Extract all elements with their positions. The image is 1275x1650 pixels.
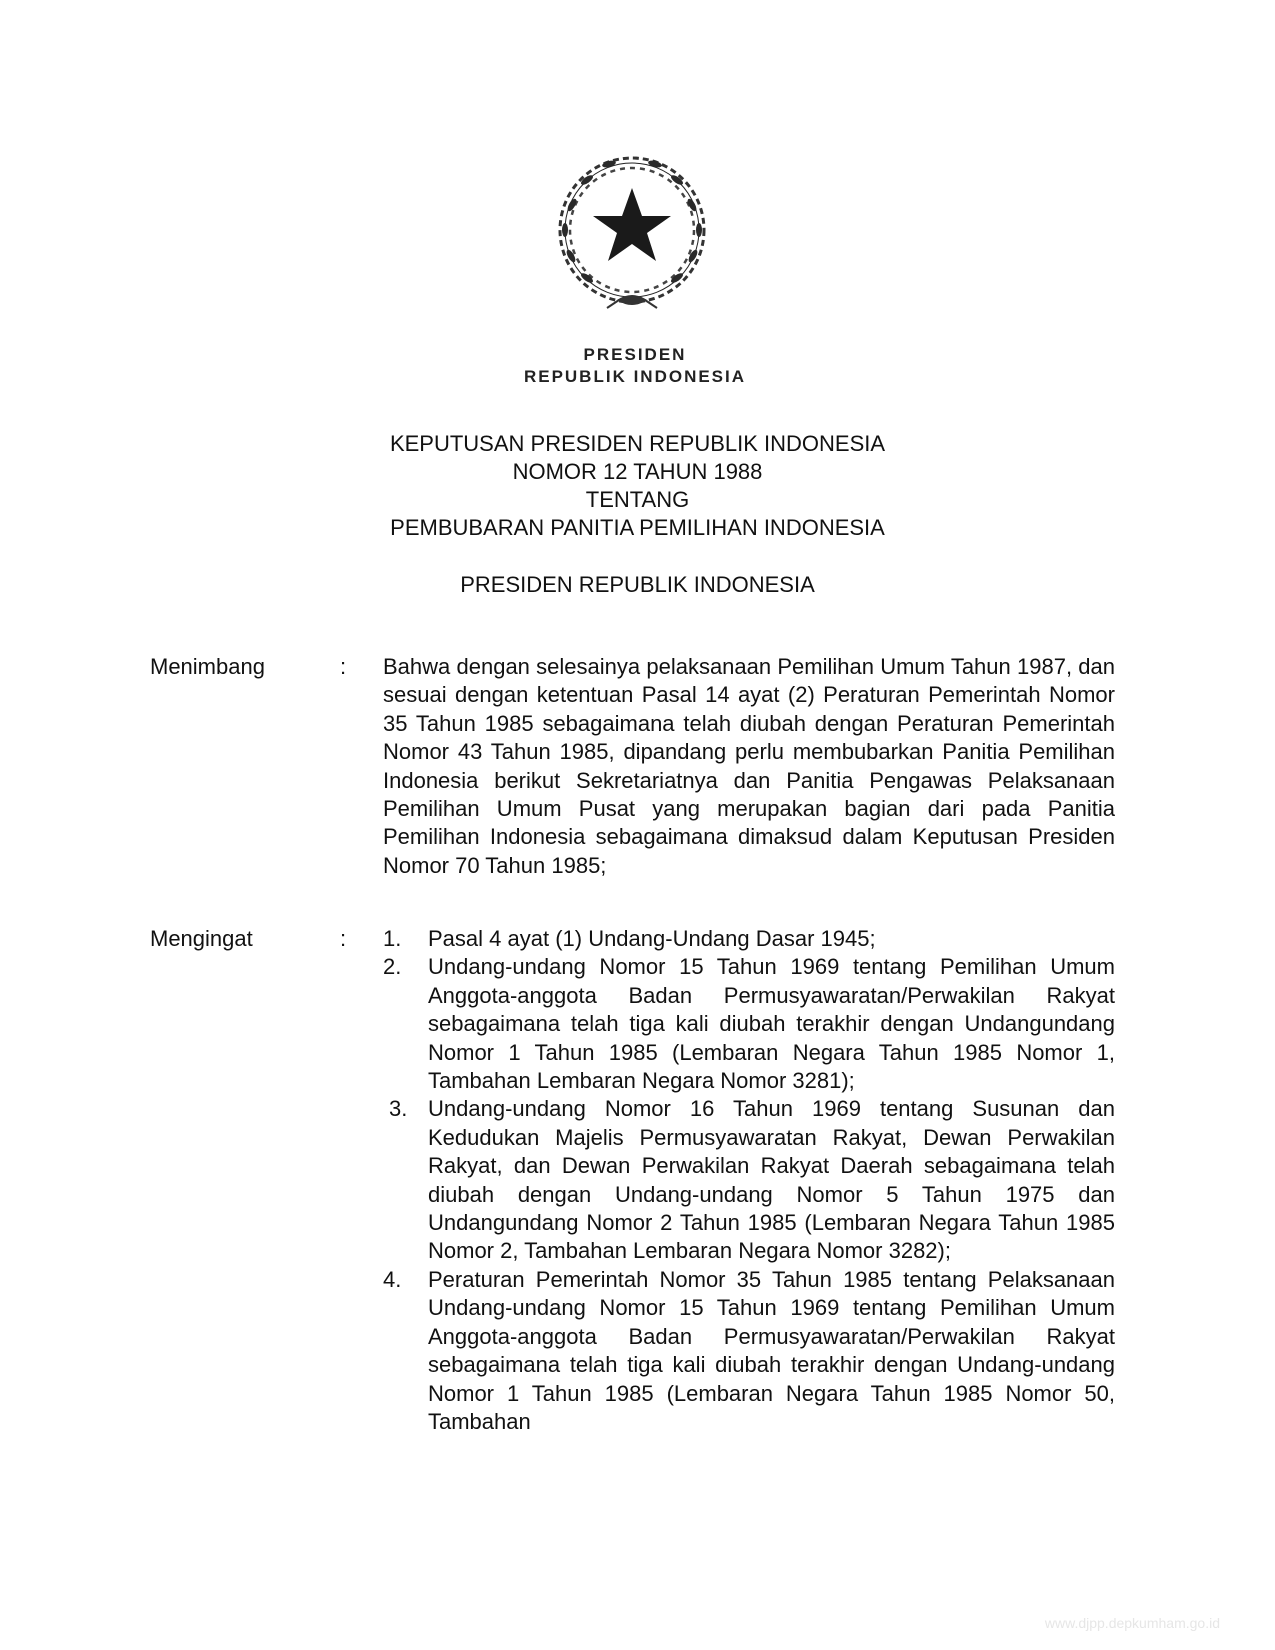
menimbang-colon: : [340,654,347,679]
menimbang-text: Bahwa dengan selesainya pelaksanaan Pemilihan Umum Tahun 1987, dan sesuai dengan ketentuan Pasal 14 ayat (2) Peraturan Pemerintah Nomor 35 Tahun 1985 sebagaimana telah diubah dengan Peraturan Pemerintah Nomor 43 Tahun 1985, dipandang perlu membubarkan Panitia Pemilihan Indonesia berikut Sekretariatnya dan Panitia Pengawas Pelaksanaan Pemilihan Umum Pusat yang merupakan bagian dari pada Panitia Pemilihan Indonesia sebagaimana dimaksud dalam Keputusan Presiden Nomor 70 Tahun 1985; [383,654,1115,878]
list-item-text: Pasal 4 ayat (1) Undang-Undang Dasar 1945; [428,926,876,951]
list-item [383,925,1115,953]
emblem-caption-line1: PRESIDEN [583,345,687,364]
document-heading [300,430,975,542]
list-item [383,953,1115,1095]
list-item [383,1095,1115,1265]
list-item-number: 1. [383,926,402,951]
emblem-caption-line2: REPUBLIK INDONESIA [523,367,747,386]
mengingat-colon: : [340,926,347,951]
list-item-text: Undang-undang Nomor 15 Tahun 1969 tentang Pemilihan Umum Anggota-anggota Badan Permusyawaratan/Perwakilan Rakyat sebagaimana telah tiga kali diubah terakhir dengan Undangundang Nomor 1 Tahun 1985 (Lembaran Negara Tahun 1985 Nomor 1, Tambahan Lembaran Negara Nomor 3281); [428,954,1115,1094]
star-wreath-icon [547,150,717,320]
mengingat-label: Mengingat [150,926,253,951]
heading-line2: NOMOR 12 TAHUN 1988 [512,459,763,484]
list-item-text: Undang-undang Nomor 16 Tahun 1969 tentang Susunan dan Kedudukan Majelis Permusyawaratan Rakyat, Dewan Perwakilan Rakyat, dan Dewan Perwakilan Rakyat Daerah sebagaimana telah diubah dengan Undang-undang Nomor 5 Tahun 1975 dan Undangundang Nomor 2 Tahun 1985 (Lembaran Negara Tahun 1985 Nomor 2, Tambahan Lembaran Negara Nomor 3282); [428,1096,1115,1264]
subheading: PRESIDEN REPUBLIK INDONESIA [460,572,815,597]
heading-line4: PEMBUBARAN PANITIA PEMILIHAN INDONESIA [390,515,885,540]
presidential-emblem [547,150,717,320]
list-item-number: 4. [383,1266,402,1292]
heading-line3: TENTANG [585,487,690,512]
watermark: www.djpp.depkumham.go.id [1044,1615,1220,1631]
list-item-number: 2. [383,954,402,980]
list-item [383,1266,1115,1436]
heading-line1: KEPUTUSAN PRESIDEN REPUBLIK INDONESIA [389,431,886,456]
list-item-number: 3. [389,1096,408,1122]
mengingat-list [383,925,1115,1436]
list-item-text: Peraturan Pemerintah Nomor 35 Tahun 1985 tentang Pelaksanaan Undang-undang Nomor 15 Tahun 1969 tentang Pemilihan Umum Anggota-anggota Badan Permusyawaratan/Perwakilan Rakyat sebagaimana telah tiga kali diubah terakhir dengan Undang-undang Nomor 1 Tahun 1985 (Lembaran Negara Tahun 1985 Nomor 50, Tambahan [428,1266,1115,1434]
menimbang-label: Menimbang [150,654,265,679]
emblem-caption [400,344,870,388]
